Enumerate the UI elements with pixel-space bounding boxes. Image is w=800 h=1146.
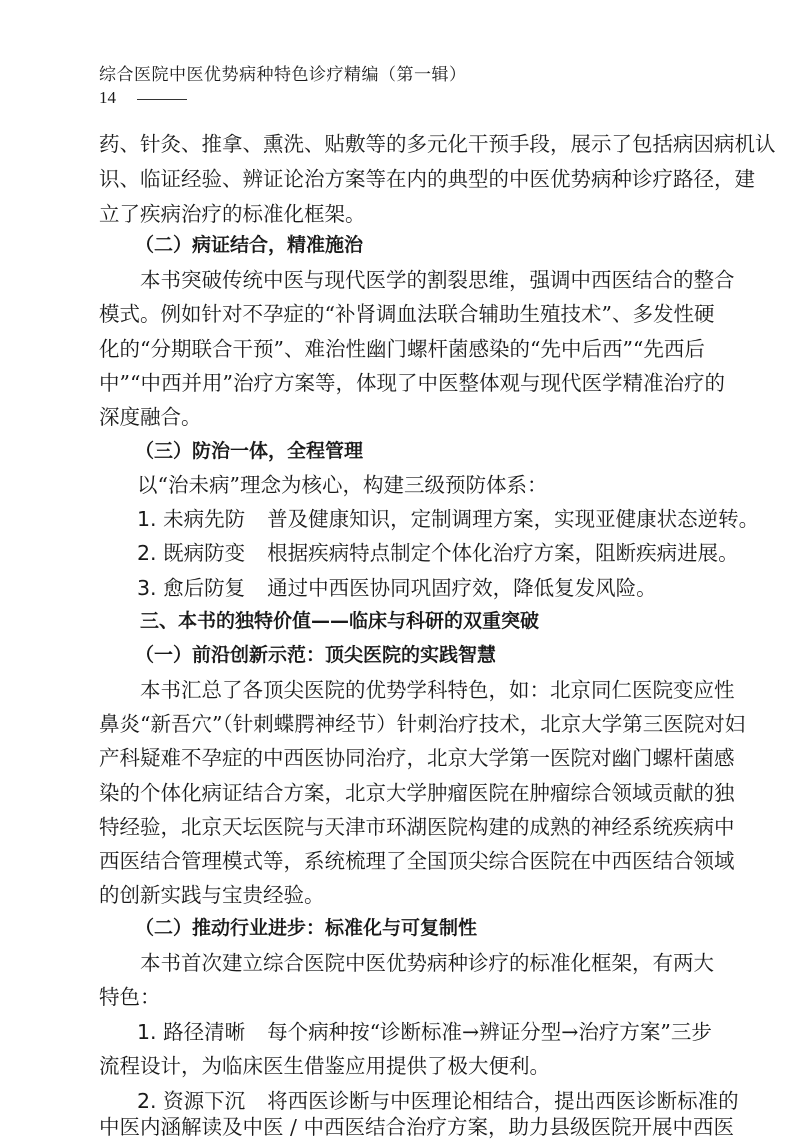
text-line: 药、针灸、推拿、熏洗、贴敷等的多元化干预手段，展示了包括病因病机认 — [99, 132, 776, 156]
list-item-text: 将西医诊断与中医理论相结合，提出西医诊断标准的 — [267, 1089, 739, 1113]
text-line: 模式。例如针对不孕症的“补肾调血法联合辅助生殖技术”、多发性硬 — [99, 302, 715, 326]
text-line: 西医结合管理模式等，系统梳理了全国顶尖综合医院在中西医结合领域 — [99, 849, 735, 873]
text-line: 本书汇总了各顶尖医院的优势学科特色，如：北京同仁医院变应性 — [140, 678, 735, 702]
text-line: 化的“分期联合干预”、难治性幽门螺杆菌感染的“先中后西”“先西后 — [99, 337, 705, 361]
list-item-text: 普及健康知识，定制调理方案，实现亚健康状态逆转。 — [267, 507, 760, 531]
list-item-label: 1. 未病先防 — [137, 507, 246, 531]
text-line: 的创新实践与宝贵经验。 — [99, 883, 325, 907]
list-item-prevention-3 — [137, 573, 657, 603]
text-line: 中医内涵解读及中医 / 中西医结合治疗方案，助力县级医院开展中西医 — [99, 1115, 734, 1139]
list-item-text: 根据疾病特点制定个体化治疗方案，阻断疾病进展。 — [267, 541, 739, 565]
list-item-text: 通过中西医协同巩固疗效，降低复发风险。 — [267, 576, 657, 600]
text-line: 鼻炎“新吾穴”（针刺蝶腭神经节）针刺治疗技术，北京大学第三医院对妇 — [99, 712, 746, 736]
text-line: 深度融合。 — [99, 405, 202, 429]
list-item-text: 每个病种按“诊断标准→辨证分型→治疗方案”三步 — [267, 1020, 712, 1044]
text-line: 中”“中西并用”治疗方案等，体现了中医整体观与现代医学精准治疗的 — [99, 371, 725, 395]
chapter-heading: 三、本书的独特价值——临床与科研的双重突破 — [140, 610, 540, 632]
list-item-prevention-2 — [137, 538, 739, 568]
section-heading: （一）前沿创新示范：顶尖医院的实践智慧 — [135, 644, 497, 666]
list-item-prevention-1 — [137, 504, 759, 534]
text-line: 特色： — [99, 985, 161, 1009]
text-line: 染的个体化病证结合方案，北京大学肿瘤医院在肿瘤综合领域贡献的独 — [99, 781, 735, 805]
text-line: 以“治未病”理念为核心，构建三级预防体系： — [137, 473, 548, 497]
text-line: 本书突破传统中医与现代医学的割裂思维，强调中西医结合的整合 — [140, 268, 735, 292]
section-heading: （二）病证结合，精准施治 — [135, 234, 364, 256]
text-line: 产科疑难不孕症的中西医协同治疗，北京大学第一医院对幽门螺杆菌感 — [99, 746, 735, 770]
text-line: 特经验，北京天坛医院与天津市环湖医院构建的成熟的神经系统疾病中 — [99, 815, 735, 839]
list-item-label: 2. 资源下沉 — [137, 1089, 246, 1113]
text-line: 流程设计，为临床医生借鉴应用提供了极大便利。 — [99, 1054, 550, 1078]
list-item-label: 2. 既病防变 — [137, 541, 246, 565]
text-line: 识、临证经验、辨证论治方案等在内的典型的中医优势病种诊疗路径，建 — [99, 167, 755, 191]
section-heading: （三）防治一体，全程管理 — [135, 440, 364, 462]
section-heading: （二）推动行业进步：标准化与可复制性 — [135, 917, 478, 939]
list-item-feature-1 — [137, 1017, 712, 1047]
running-header-title: 综合医院中医优势病种特色诊疗精编（第一辑） — [99, 65, 467, 85]
header-rule — [137, 99, 187, 100]
list-item-label: 1. 路径清晰 — [137, 1020, 246, 1044]
list-item-label: 3. 愈后防复 — [137, 576, 246, 600]
text-line: 本书首次建立综合医院中医优势病种诊疗的标准化框架，有两大 — [140, 951, 714, 975]
text-line: 立了疾病治疗的标准化框架。 — [99, 202, 366, 226]
page-number: 14 — [99, 88, 116, 107]
